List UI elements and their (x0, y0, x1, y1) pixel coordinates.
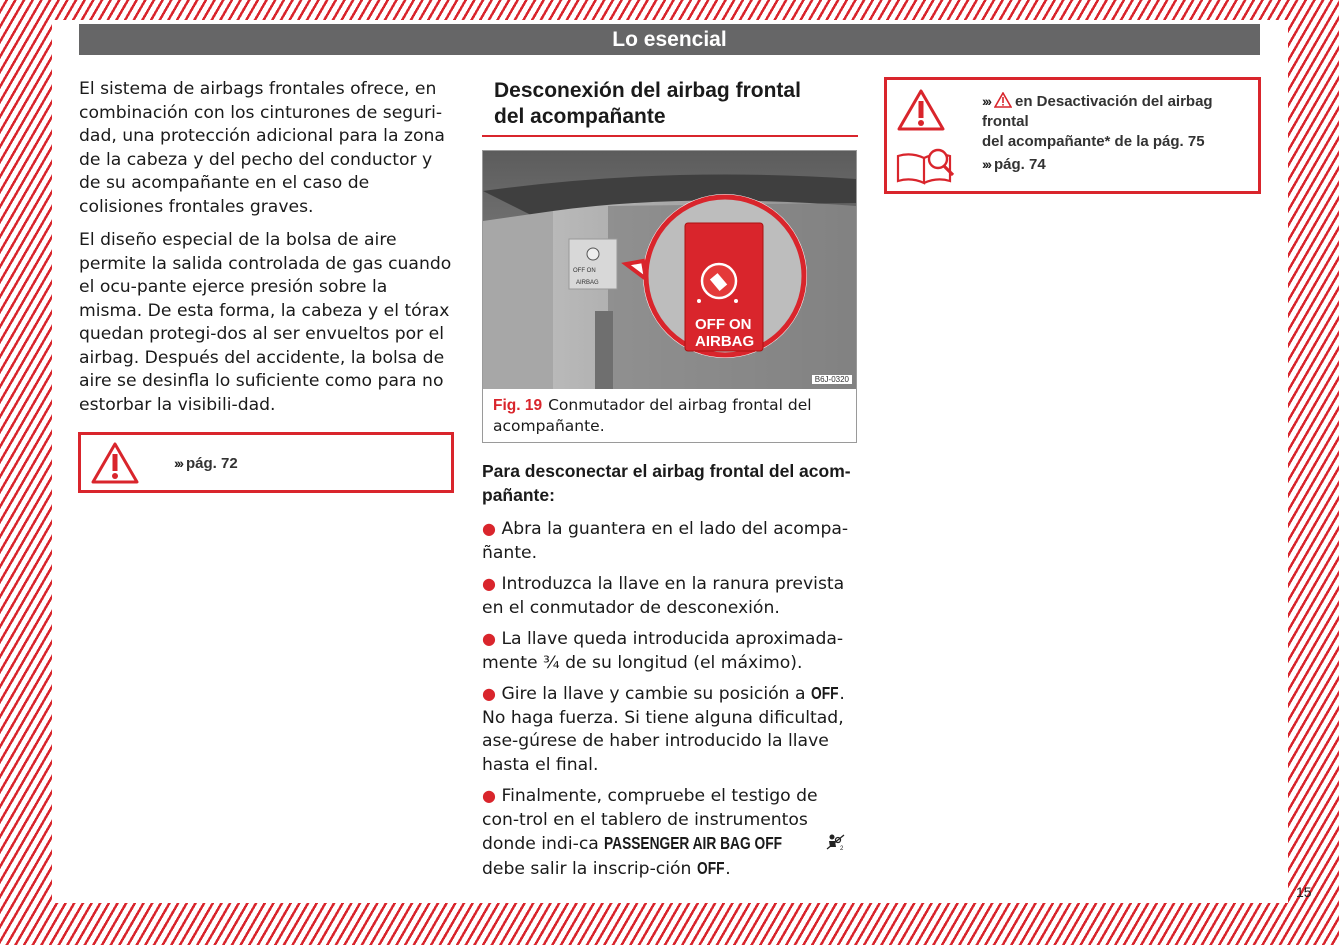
instruction-step: ● Gire la llave y cambie su posición a OFF. No haga fuerza. Si tiene alguna dificultad, ase-gúrese de haber introducido la llave hasta el final. (482, 683, 845, 775)
instruction-step: ● Finalmente, compruebe el testigo de con-trol en el tablero de instrumentos donde indi-ca PASSENGER AIR BAG OFF 2 debe salir la inscrip-ción OFF. (482, 784, 858, 881)
reference-box (884, 77, 1261, 194)
switch-airbag-label: AIRBAG (695, 333, 755, 350)
svg-text:2: 2 (840, 846, 844, 851)
chapter-title: Lo esencial (612, 28, 727, 51)
warning-small-icon (994, 92, 1012, 108)
figure-code: B6J-0320 (812, 375, 852, 384)
bullet-icon: ● (482, 684, 496, 703)
airbag-switch-photo (483, 151, 856, 389)
passenger-airbag-off-icon (826, 833, 846, 851)
switch-off-label: OFF (695, 316, 725, 333)
instruction-step: ● La llave queda introducida aproximada-mente ¾ de su longitud (el máximo). (482, 629, 844, 673)
chapter-header (79, 24, 1260, 55)
bullet-icon: ● (482, 786, 496, 805)
small-airbag-label: AIRBAG (576, 280, 599, 286)
intro-paragraph-1: El sistema de airbags frontales ofrece, en combinación con los cinturones de seguri-dad, una protección adicional para la zona de la cabeza y del pecho del conductor y de su acompañante en el caso de colisiones frontales graves. (79, 79, 445, 217)
off-label: OFF (810, 683, 839, 703)
dashboard-illustration (483, 151, 856, 389)
arrow-icon: ››› (982, 93, 990, 109)
page-number: 15 (1296, 884, 1312, 900)
warning-reference-link[interactable]: ››› en Desactivación del airbag frontal del acompañante* de la pág. 75 (982, 93, 1213, 150)
off-label: OFF (696, 857, 725, 878)
book-page-link[interactable]: ››› pág. 74 (982, 156, 1046, 173)
book-magnifier-icon (895, 146, 957, 186)
instruction-step: ● Introduzca la llave en la ranura prevista en el conmutador de desconexión. (482, 574, 845, 618)
small-off-on-label: OFF ON (573, 268, 596, 274)
warning-icon (90, 441, 140, 485)
bullet-icon: ● (482, 629, 496, 648)
arrow-icon: ››› (174, 455, 182, 471)
instruction-step: ● Abra la guantera en el lado del acompa-ñante. (482, 519, 849, 563)
figure-caption: Fig. 19 Conmutador del airbag frontal del acompañante. (493, 396, 812, 435)
instructions-lead: Para desconectar el airbag frontal del acom-pañante: (482, 461, 851, 505)
figure-label: Fig. 19 (493, 397, 543, 414)
warning-box (78, 432, 454, 493)
warning-page-link[interactable]: ››› pág. 72 (174, 455, 238, 472)
intro-column (79, 78, 455, 427)
bullet-icon: ● (482, 519, 496, 538)
arrow-icon: ››› (982, 156, 990, 172)
section-column (482, 78, 858, 137)
section-title: Desconexión del airbag frontal del acompañante (482, 78, 858, 137)
bullet-icon: ● (482, 574, 496, 593)
passenger-airbag-off-label: PASSENGER AIR BAG OFF (604, 833, 783, 853)
switch-on-label: ON (729, 316, 752, 333)
figure-19 (482, 150, 857, 443)
instructions (482, 460, 858, 888)
intro-paragraph-2: El diseño especial de la bolsa de aire permite la salida controlada de gas cuando el ocu-pante ejerce presión sobre la misma. De esta forma, la cabeza y el tórax quedan protegi-dos al ser envueltos por el airbag. Después del accidente, la bolsa de aire se desinfla lo suficiente como para no estorbar la visibili-dad. (79, 230, 452, 415)
warning-icon (896, 88, 946, 132)
